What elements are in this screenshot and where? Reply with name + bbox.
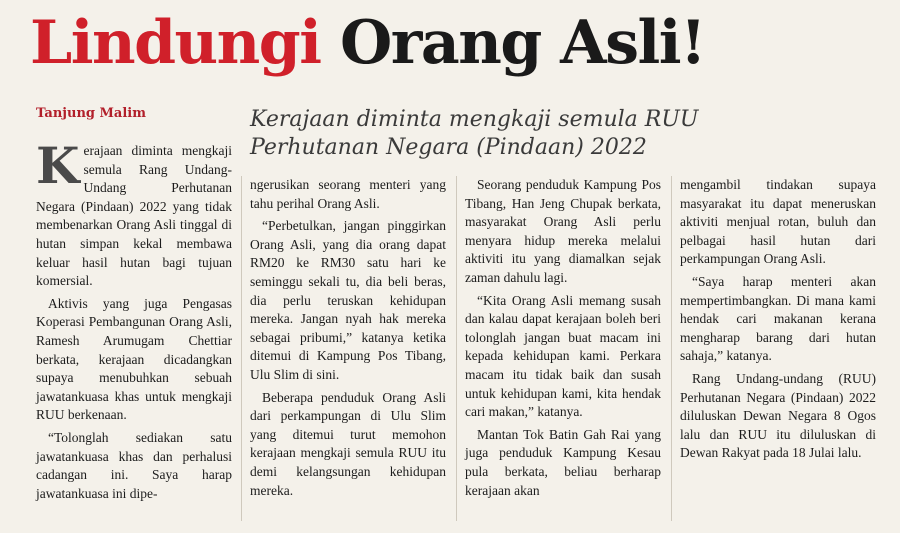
column-rule (241, 176, 242, 521)
headline-black-part: Orang Asli! (339, 8, 705, 78)
paragraph: “Perbetulkan, jangan pinggirkan Orang Asli, yang dia orang dapat RM20 ke RM30 satu hari ke seminggu sekali tu, dia beli beras, dia perlu teruskan kehidupan mereka. Jangan nyah hak mereka sebagai pribumi,” katanya ketika ditemui di Kampung Pos Tibang, Ulu Slim di sini. (250, 218, 446, 382)
article-column-2 (250, 176, 446, 500)
paragraph: “Tolonglah sediakan satu jawatankuasa khas dan perhalusi cadangan ini. Saya harap jawatankuasa ini dipe- (36, 429, 232, 501)
paragraph: Rang Undang-undang (RUU) Perhutanan Negara (Pindaan) 2022 diluluskan Dewan Negara 8 Ogos lalu dan RUU itu diluluskan di Dewan Rakyat pada 18 Julai lalu. (680, 370, 876, 461)
paragraph: Aktivis yang juga Pengasas Koperasi Pembangunan Orang Asli, Ramesh Arumugam Chettiar berkata, kerajaan dicadangkan supaya menubuhkan sebuah jawatankuasa khas untuk mengkaji RUU berkenaan. (36, 295, 232, 423)
article-column-3 (465, 176, 661, 500)
byline: Tanjung Malim (36, 106, 146, 121)
paragraph: Mantan Tok Batin Gah Rai yang juga penduduk Kampung Kesau pula berkata, beliau berharap kerajaan akan (465, 426, 661, 498)
paragraph: Beberapa penduduk Orang Asli dari perkampungan di Ulu Slim yang ditemui turut memohon kerajaan mengkaji semula RUU itu demi kelangsungan kehidupan mereka. (250, 389, 446, 498)
paragraph: “Kita Orang Asli memang susah dan kalau dapat kerajaan boleh beri tolonglah jangan buat macam ini kepada kehidupan kami. Perkara macam itu tidak baik dan susah untuk kehidupan kami, kita hendak cari makan,” katanya. (465, 292, 661, 420)
drop-cap: K (36, 136, 80, 195)
headline (30, 2, 890, 84)
article-column-1 (36, 136, 232, 503)
paragraph-text: erajaan diminta mengkaji semula Rang Undang-Undang Perhutanan Negara (Pindaan) 2022 yang tidak membenarkan Orang Asli tinggal di hutan simpan kekal membawa keluar hasil hutan bagi tujuan komersial. (36, 143, 232, 289)
column-rule (456, 176, 457, 521)
paragraph: mengambil tindakan supaya masyarakat itu dapat meneruskan aktiviti menjual rotan, buluh dan pelbagai hasil hutan dari perkampungan Orang Asli. (680, 177, 876, 267)
paragraph (36, 136, 232, 291)
subhead: Kerajaan diminta mengkaji semula RUU Perhutanan Negara (Pindaan) 2022 (250, 107, 699, 160)
article-column-4 (680, 176, 876, 463)
paragraph: “Saya harap menteri akan mempertimbangkan. Di mana kami hendak cari makanan kerana mengharap barang dari hutan sahaja,” katanya. (680, 273, 876, 364)
column-rule (671, 176, 672, 521)
headline-red-part: Lindungi (30, 8, 321, 78)
paragraph: Seorang penduduk Kampung Pos Tibang, Han Jeng Chupak berkata, masyarakat Orang Asli perlu menyara hidup mereka melalui aktiviti itu yang diamalkan sejak zaman dahulu lagi. (465, 177, 661, 285)
paragraph: ngerusikan seorang menteri yang tahu perihal Orang Asli. (250, 177, 446, 211)
